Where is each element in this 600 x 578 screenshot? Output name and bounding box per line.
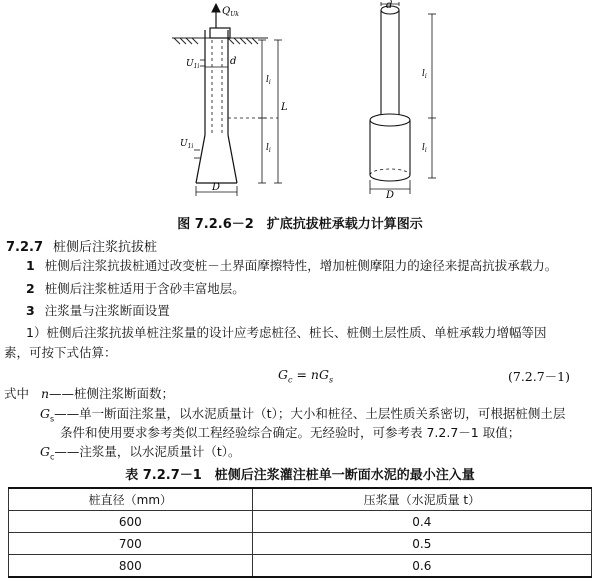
paragraph: 1）桩侧后注浆抗拔单桩注浆量的设计应考虑桩径、桩长、桩侧土层性质、单桩承载力增幅等因 xyxy=(26,325,547,340)
label-D-right: D xyxy=(386,190,395,201)
section-number: 7.2.7 xyxy=(6,240,44,255)
figure-caption: 图 7.2.6－2 扩底抗拔桩承载力计算图示 xyxy=(177,217,423,232)
definition-gs: $G_s——$单一断面注浆量，以水泥质量计（t）；大小和桩径、土层性质关系密切，可根据桩侧土层 xyxy=(40,406,566,424)
label-l1-right: $l_i$ xyxy=(422,69,427,80)
label-q: $Q_{Uk}$ xyxy=(222,6,239,18)
label-d-right: d xyxy=(386,0,393,11)
label-u2: $U_{1i}$ xyxy=(180,139,194,150)
table-row xyxy=(9,511,592,533)
right-pile xyxy=(370,2,410,194)
list-item: 1 桩侧后注浆抗拔桩通过改变桩－土界面摩擦特性，增加桩侧摩阻力的途径来提高抗拔承载力。 xyxy=(26,258,558,273)
paragraph: 素，可按下式估算： xyxy=(4,345,117,360)
table-header-row xyxy=(9,488,592,511)
injection-table xyxy=(8,487,592,578)
label-L: L xyxy=(281,102,288,113)
header-grout: 压浆量（水泥质量 t） xyxy=(252,488,591,511)
label-u1: $U_{1i}$ xyxy=(186,59,200,70)
section-title: 桩侧后注浆抗拔桩 xyxy=(53,240,158,255)
table-row xyxy=(9,533,592,555)
left-pile xyxy=(194,28,237,196)
table-row xyxy=(9,555,592,578)
equation-number: (7.2.7－1) xyxy=(508,369,571,384)
cell-grout: 0.5 xyxy=(252,533,591,555)
cell-diameter: 700 xyxy=(9,533,253,555)
equation: $G_c = nG_s$ xyxy=(278,367,334,385)
label-l2-right: $l_i$ xyxy=(422,143,427,154)
ground-line xyxy=(172,38,268,44)
pile-diagram xyxy=(0,0,600,212)
cell-grout: 0.4 xyxy=(252,511,591,533)
definition-n: 式中 n——桩侧注浆断面数； xyxy=(4,386,175,401)
list-item: 2 桩侧后注浆桩适用于含砂丰富地层。 xyxy=(26,281,245,296)
section-heading xyxy=(6,236,157,255)
header-diameter: 桩直径（mm） xyxy=(9,488,253,511)
label-l2: $l_i$ xyxy=(266,143,271,154)
definition-gs-cont: 条件和使用要求参考类似工程经验综合确定。无经验时，可参考表 7.2.7－1 取值； xyxy=(60,425,521,440)
cell-diameter: 600 xyxy=(9,511,253,533)
cell-grout: 0.6 xyxy=(252,555,591,578)
label-D-left: D xyxy=(212,182,221,193)
right-dimensions xyxy=(428,14,436,178)
table-caption: 表 7.2.7－1 桩侧后注浆灌注桩单一断面水泥的最小注入量 xyxy=(125,468,475,483)
definition-gc: $G_c——$注浆量，以水泥质量计（t）。 xyxy=(40,444,241,462)
label-d-left: d xyxy=(230,56,237,67)
label-l1: $l_i$ xyxy=(266,75,271,86)
cell-diameter: 800 xyxy=(9,555,253,578)
list-item: 3 注浆量与注浆断面设置 xyxy=(26,303,170,318)
uplift-arrow xyxy=(212,4,220,30)
